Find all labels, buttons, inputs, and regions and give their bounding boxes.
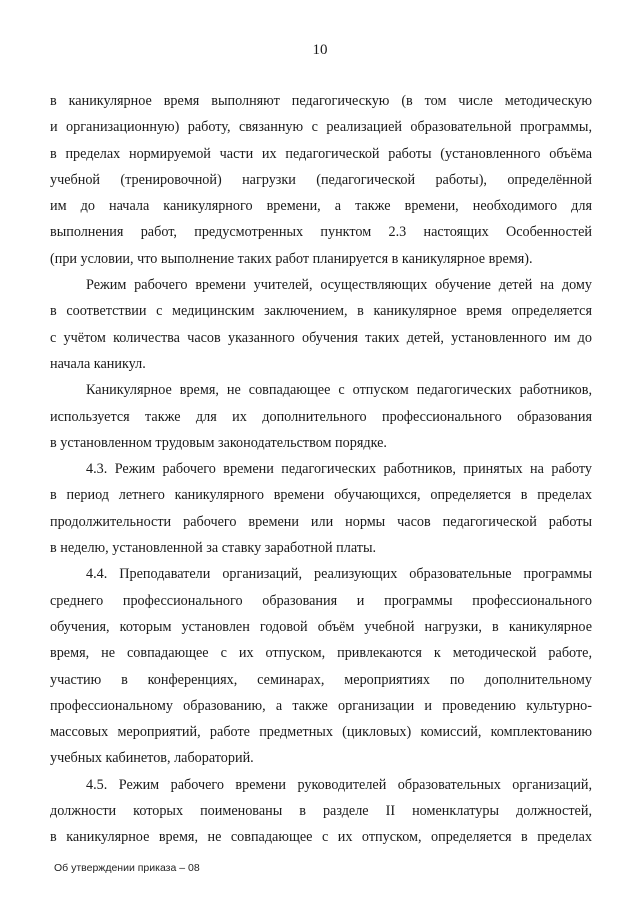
text-line: обучения, которым установлен годовой объём учебной нагрузки, в каникулярное [50,618,592,635]
text-line: в установленном трудовым законодательством порядке. [50,434,387,451]
text-line: им до начала каникулярного времени, а также времени, необходимого для [50,198,592,215]
text-line: 4.4. Преподаватели организаций, реализующих образовательные программы [86,566,592,583]
paragraph [50,272,592,377]
footer-text: Об утверждении приказа – 08 [54,862,200,874]
paragraph [50,88,592,272]
text-line: выполнения работ, предусмотренных пунктом 2.3 настоящих Особенностей [50,224,592,241]
paragraph [50,772,592,851]
text-line: используется также для их дополнительного профессионального образования [50,408,592,425]
text-line: должности которых поименованы в разделе II номенклатуры должностей, [50,803,592,820]
text-line: (при условии, что выполнение таких работ планируется в каникулярное время). [50,250,533,267]
text-line: Каникулярное время, не совпадающее с отпуском педагогических работников, [86,382,592,399]
text-line: учебной (тренировочной) нагрузки (педагогической работы), определённой [50,171,592,188]
text-line: среднего профессионального образования и программы профессионального [50,592,592,609]
text-line: профессиональному образованию, а также организации и проведению культурно- [50,697,592,714]
text-line: в соответствии с медицинским заключением, в каникулярное время определяется [50,303,592,320]
text-line: в неделю, установленной за ставку заработной платы. [50,540,377,557]
text-line: время, не совпадающее с их отпуском, привлекаются к методической работе, [50,645,592,662]
text-line: в период летнего каникулярного времени обучающихся, определяется в пределах [50,487,592,504]
text-line: массовых мероприятий, работе предметных (цикловых) комиссий, комплектованию [50,724,592,741]
text-line: участию в конференциях, семинарах, мероприятиях по дополнительному [50,671,592,688]
paragraph [50,456,592,561]
text-line: с учётом количества часов указанного обучения таких детей, установленного им до [50,329,592,346]
text-line: в каникулярное время, не совпадающее с их отпуском, определяется в пределах [50,829,592,846]
text-line: в каникулярное время выполняют педагогическую (в том числе методическую [50,93,592,109]
text-line: учебных кабинетов, лабораторий. [50,750,254,767]
text-line: продолжительности рабочего времени или нормы часов педагогической работы [50,513,592,530]
text-line: в пределах нормируемой части их педагогической работы (установленного объёма [50,145,592,162]
page-number: 10 [312,42,328,58]
document-body [50,88,592,851]
paragraph [50,377,592,456]
text-line: Режим рабочего времени учителей, осуществляющих обучение детей на дому [86,277,592,294]
text-line: и организационную) работу, связанную с реализацией образовательной программы, [50,119,592,136]
text-line: 4.3. Режим рабочего времени педагогических работников, принятых на работу [86,461,592,478]
paragraph [50,561,592,771]
text-line: 4.5. Режим рабочего времени руководителей образовательных организаций, [86,776,592,793]
text-line: начала каникул. [50,355,146,372]
